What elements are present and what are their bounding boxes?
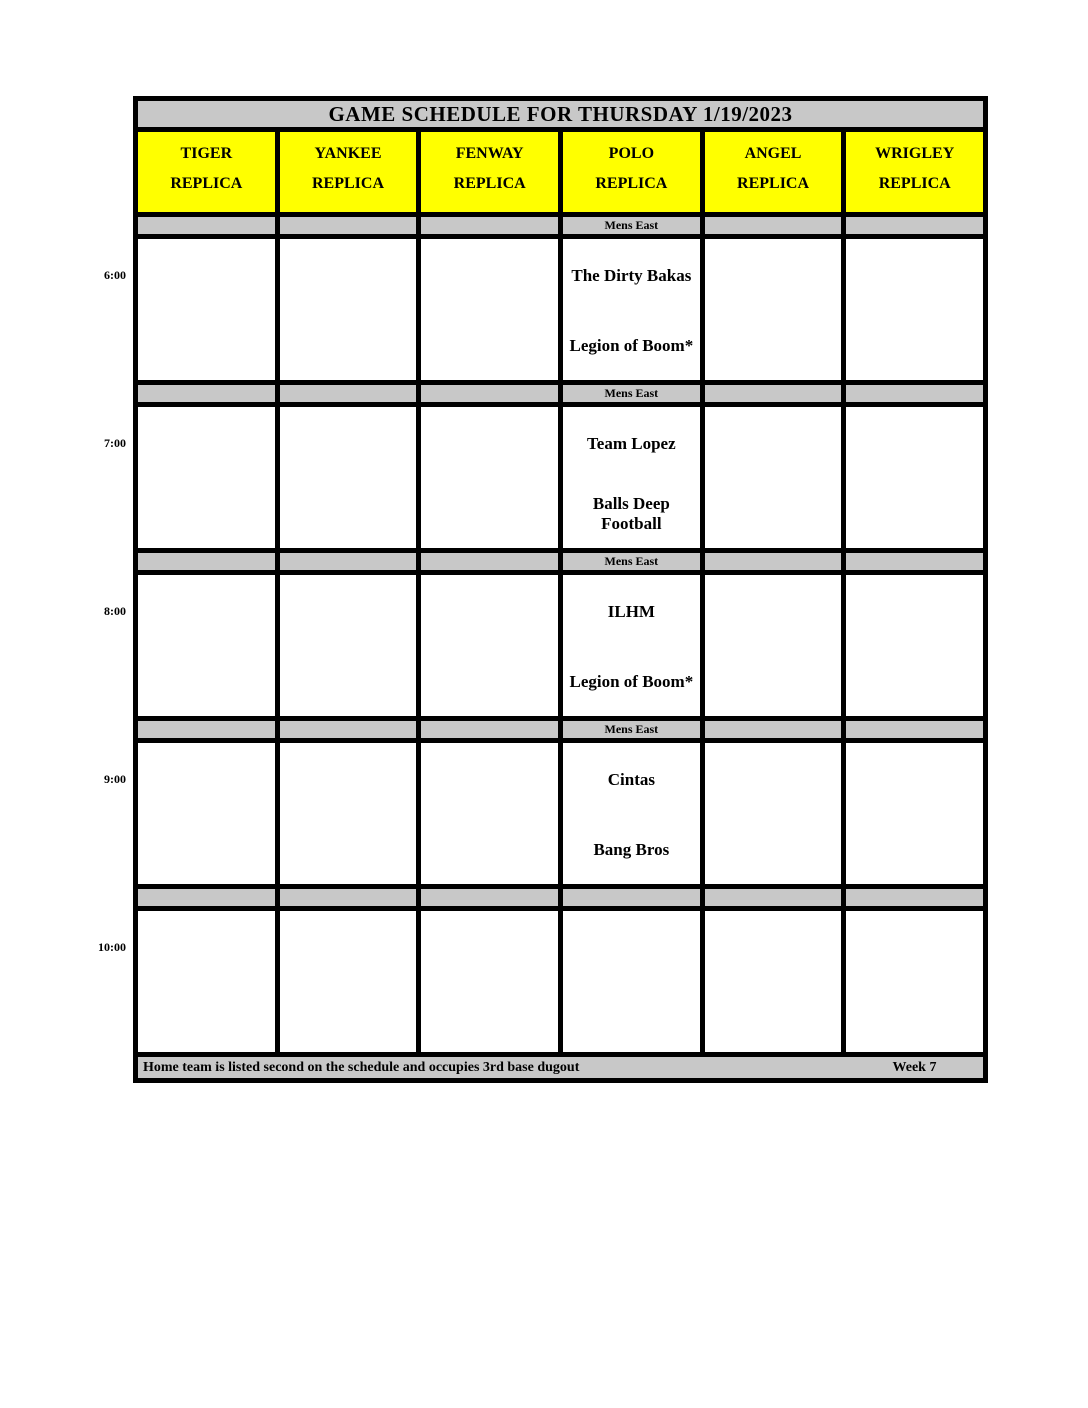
division-band-cell: Mens East xyxy=(563,721,700,738)
field-header-polo xyxy=(563,132,700,212)
field-type: REPLICA xyxy=(312,175,385,192)
footer-row xyxy=(138,1057,983,1078)
game-cell xyxy=(280,407,417,548)
game-cell xyxy=(138,911,275,1052)
division-band-cell: Mens East xyxy=(563,385,700,402)
game-cell xyxy=(705,575,842,716)
game-cell xyxy=(280,575,417,716)
field-type: REPLICA xyxy=(878,175,951,192)
division-band-cell xyxy=(705,217,842,234)
division-band-cell xyxy=(705,889,842,906)
division-band-cell xyxy=(421,889,558,906)
field-header-yankee xyxy=(280,132,417,212)
division-band-cell xyxy=(138,385,275,402)
game-cell xyxy=(280,911,417,1052)
game-cell xyxy=(563,743,700,884)
division-band-cell xyxy=(705,385,842,402)
game-cell xyxy=(421,575,558,716)
division-band-cell xyxy=(280,889,417,906)
division-band-row-9 xyxy=(138,721,983,738)
game-cell xyxy=(280,743,417,884)
game-cell xyxy=(138,407,275,548)
division-band-row-7 xyxy=(138,385,983,402)
game-cell xyxy=(563,911,700,1052)
game-cell xyxy=(280,239,417,380)
field-header-row xyxy=(138,132,983,212)
time-label-7: 7:00 xyxy=(104,436,126,450)
division-band-cell xyxy=(421,385,558,402)
field-type: REPLICA xyxy=(595,175,668,192)
game-cell xyxy=(846,575,983,716)
division-band-cell xyxy=(421,217,558,234)
division-band-cell xyxy=(846,889,983,906)
division-band-cell xyxy=(280,217,417,234)
home-team: Bang Bros xyxy=(593,840,670,860)
division-band-cell xyxy=(846,385,983,402)
game-cell xyxy=(705,239,842,380)
field-name: YANKEE xyxy=(314,145,382,162)
division-band-cell xyxy=(846,721,983,738)
field-name: POLO xyxy=(608,145,655,162)
schedule-title: GAME SCHEDULE FOR THURSDAY 1/19/2023 xyxy=(138,101,983,127)
division-band-cell xyxy=(846,553,983,570)
game-cell xyxy=(846,911,983,1052)
division-band-cell: Mens East xyxy=(563,553,700,570)
time-label-8: 8:00 xyxy=(104,604,126,618)
field-type: REPLICA xyxy=(453,175,526,192)
footer-note: Home team is listed second on the schedule and occupies 3rd base dugout xyxy=(143,1060,580,1075)
game-cell xyxy=(138,743,275,884)
games-row-6 xyxy=(138,239,983,380)
time-label-6: 6:00 xyxy=(104,268,126,282)
division-band-cell xyxy=(280,721,417,738)
schedule-table xyxy=(133,96,988,1083)
games-row-10 xyxy=(138,911,983,1052)
division-band-cell xyxy=(280,553,417,570)
home-team: Balls Deep Football xyxy=(592,494,670,534)
games-row-9 xyxy=(138,743,983,884)
field-name: WRIGLEY xyxy=(875,145,955,162)
division-band-cell xyxy=(421,721,558,738)
division-band-cell xyxy=(846,217,983,234)
division-band-row-8 xyxy=(138,553,983,570)
game-cell xyxy=(705,743,842,884)
division-band-cell xyxy=(138,217,275,234)
field-name: FENWAY xyxy=(455,145,524,162)
field-name: TIGER xyxy=(180,145,233,162)
game-cell xyxy=(846,239,983,380)
division-band-cell xyxy=(705,553,842,570)
game-cell xyxy=(421,911,558,1052)
division-band-cell xyxy=(705,721,842,738)
field-type: REPLICA xyxy=(737,175,810,192)
division-band-row-6 xyxy=(138,217,983,234)
game-cell xyxy=(705,911,842,1052)
division-band-row-10 xyxy=(138,889,983,906)
game-cell xyxy=(705,407,842,548)
division-band-cell xyxy=(138,553,275,570)
field-header-wrigley xyxy=(846,132,983,212)
games-row-7 xyxy=(138,407,983,548)
away-team: The Dirty Bakas xyxy=(571,265,692,285)
division-band-cell xyxy=(563,889,700,906)
division-band-cell xyxy=(280,385,417,402)
home-team: Legion of Boom* xyxy=(569,336,694,356)
field-header-angel xyxy=(705,132,842,212)
field-header-tiger xyxy=(138,132,275,212)
away-team: Cintas xyxy=(607,769,655,789)
game-cell xyxy=(421,407,558,548)
away-team: ILHM xyxy=(607,601,655,621)
time-label-10: 10:00 xyxy=(98,940,126,954)
game-cell xyxy=(563,239,700,380)
game-cell xyxy=(421,743,558,884)
division-band-cell xyxy=(138,721,275,738)
game-cell xyxy=(846,743,983,884)
game-cell xyxy=(138,575,275,716)
week-label: Week 7 xyxy=(892,1060,937,1075)
field-header-fenway xyxy=(421,132,558,212)
game-cell xyxy=(846,407,983,548)
field-name: ANGEL xyxy=(744,145,802,162)
division-band-cell: Mens East xyxy=(563,217,700,234)
division-band-cell xyxy=(421,553,558,570)
games-row-8 xyxy=(138,575,983,716)
away-team: Team Lopez xyxy=(587,433,676,453)
game-cell xyxy=(563,407,700,548)
division-band-cell xyxy=(138,889,275,906)
game-cell xyxy=(421,239,558,380)
home-team: Legion of Boom* xyxy=(569,672,694,692)
game-cell xyxy=(138,239,275,380)
game-cell xyxy=(563,575,700,716)
field-type: REPLICA xyxy=(170,175,243,192)
time-label-9: 9:00 xyxy=(104,772,126,786)
